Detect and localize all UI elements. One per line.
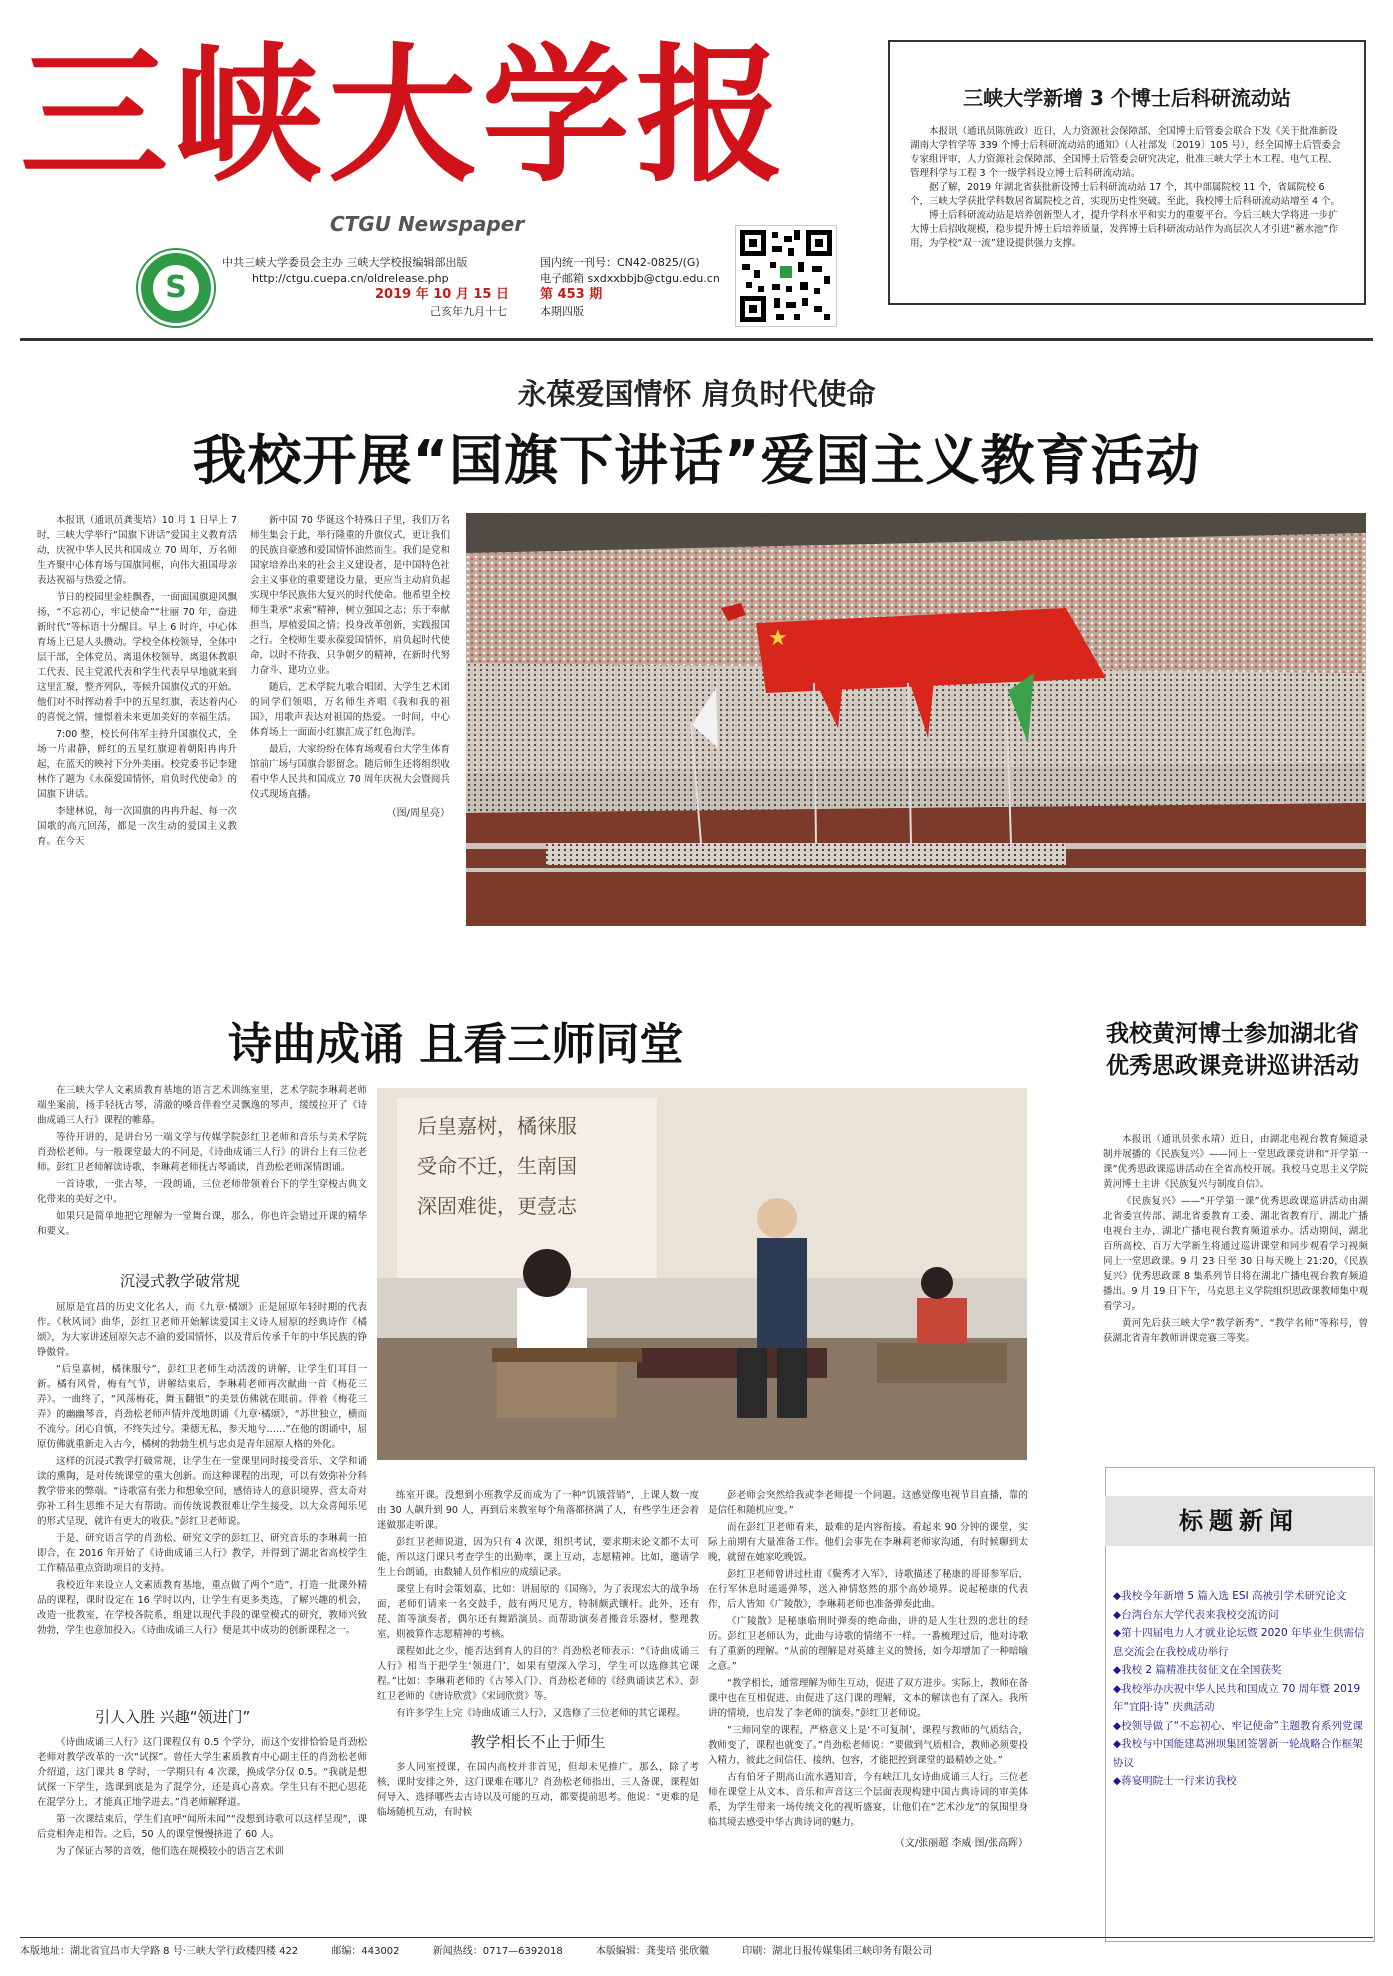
list-item[interactable]: ◆我校与中国能建葛洲坝集团签署新一轮战略合作框架协议 bbox=[1113, 1738, 1363, 1769]
masthead-divider bbox=[20, 338, 1373, 341]
feature-credit: （文/张丽超 李威 图/张高晖） bbox=[894, 1838, 1028, 1849]
list-item[interactable]: ◆我校举办庆祝中华人民共和国成立 70 周年暨 2019 年“宜阳·诗” 庆典活动 bbox=[1113, 1682, 1361, 1713]
list-item[interactable]: ◆台湾台东大学代表来我校交流访问 bbox=[1113, 1608, 1279, 1621]
issue-number: 第 453 期 bbox=[540, 287, 603, 302]
paragraph: 如果只是简单地把它理解为一堂舞台课，那么，你也许会错过开课的精华和要义。 bbox=[37, 1211, 367, 1237]
paragraph: 我校近年来设立人文素质教育基地，重点做了两个“造”，打造一批课外精品的课程，课时设定在 16 学时以内，让学生有更多类选，了解兴趣的机会，改造一批教室，在学校各院系，组建以现代手段的课堂模式的研究，教师兴致勃勃，学生也意加投入。《诗曲成诵三人行》便是其中成功的创新课程之一。 bbox=[37, 1580, 367, 1636]
paragraph: 于是，研究语言学的肖劲松、研究文学的彭红卫、研究音乐的李琳莉一拍即合，在 2016 年开始了《诗曲成诵三人行》教学，并得到了湖北省高校学生工作精品重点资助项目的支持。 bbox=[37, 1533, 367, 1574]
paragraph: 古有伯牙子期高山流水遇知音，今有峡江儿女诗曲成诵三人行。三位老师在课堂上从文本、音乐和声音这三个层面表现构建中国古典诗词的审美体系，为学生带来一场传统文化的视听盛宴，让他们在“艺术沙龙”的氛围里身临其境去感受中华古典诗词的魅力。 bbox=[708, 1772, 1028, 1828]
photo-credit: （图/周星亮） bbox=[386, 808, 450, 819]
feature-section-2 bbox=[37, 1735, 367, 1861]
list-item[interactable]: ◆我校今年新增 5 篇入选 ESI 高被引学术研究论文 bbox=[1113, 1590, 1347, 1602]
paragraph: 屈原是宜昌的历史文化名人，而《九章·橘颂》正是屈原年轻时期的代表作。《秋风词》曲华，彭红卫老师开始解读爱国主义诗人屈原的经典诗作《橘颂》，为大家讲述屈原矢志不渝的爱国情怀，以及背后传承千年的中华民族的铮铮傲骨。 bbox=[37, 1302, 367, 1358]
top-right-article bbox=[888, 40, 1366, 305]
footer bbox=[20, 1942, 1373, 1957]
list-item[interactable]: ◆第十四届电力人才就业论坛暨 2020 年毕业生供需信息交流会在我校成功举行 bbox=[1113, 1627, 1365, 1658]
feature-subheading-2: 引人入胜 兴趣“领进门” bbox=[95, 1708, 251, 1726]
org-line: 中共三峡大学委员会主办 三峡大学校报编辑部出版 bbox=[222, 256, 468, 269]
paragraph: 彭红卫老师曾讲过杜甫《鬓秀才入军》，诗歌描述了秘康的哥哥参军后，在行军休息时遥遥弹琴，送入神情悠然的那个高妙境界。说起秘康的代表作，后人皆知《广陵散》，李琳莉老师也准备弹奏此曲。 bbox=[708, 1569, 1028, 1610]
paragraph: 有许多学生上完《诗曲成诵三人行》，又选修了三位老师的其它课程。 bbox=[396, 1708, 686, 1719]
page-count: 本期四版 bbox=[540, 305, 584, 318]
flag-ceremony-photo bbox=[466, 513, 1366, 926]
paragraph: “后皇嘉树，橘徕服兮”，彭红卫老师生动活泼的讲解，让学生们耳目一新。橘有风骨，梅有气节，讲解结束后，李琳莉老师再次献曲一首《梅花三弄》。一曲终了，“风荡梅花，舞玉翻银”的美景仿佛就在眼前。伴着《梅花三弄》的幽幽琴音，肖劲松老师声情并茂地朗诵《九章·橘颂》，“苏世独立，横而不流兮。闭心自慎，不终失过兮。秉德无私，参天地兮……”在他的朗诵中，屈原仿佛就重新走入古今，橘树的勃勃生机与忠贞是青年屈原人格的外化。 bbox=[37, 1364, 367, 1450]
paragraph: 课堂上有时会策划嘉，比如：讲屈原的《国殇》，为了表现宏大的战争场面，老师们请来一名交鼓手，鼓有两尺见方，特制颇武镶杆。此外，还有琵、笛等演奏者，偶尔还有舞蹈演员。而帮助演奏者搬音乐器材，整理教室，则被算作志愿精神的考核。 bbox=[377, 1584, 699, 1640]
masthead-english: CTGU Newspaper bbox=[330, 212, 525, 236]
paragraph: 据了解，2019 年湖北省获批新设博士后科研流动站 17 个，其中部属院校 11 个，省属院校 6 个，三峡大学获批学科数居省属院校之首，实现历史性突破。至此，我校博士后科研流动站增至 4 个。 bbox=[910, 182, 1341, 207]
svg-text:后皇嘉树，橘徕服: 后皇嘉树，橘徕服 bbox=[417, 1114, 577, 1138]
qr-code-icon bbox=[735, 225, 837, 327]
footer-printer: 印刷：湖北日报传媒集团三峡印务有限公司 bbox=[742, 1946, 933, 1957]
list-item[interactable]: ◆校领导做了“不忘初心、牢记使命”主题教育系列党课 bbox=[1113, 1719, 1363, 1732]
paragraph: 一首诗歌，一张古琴，一段朗诵，三位老师带领着台下的学生穿梭古典文化带来的美好之中。 bbox=[37, 1179, 367, 1205]
paragraph: 7:00 整，校长何伟军主持升国旗仪式，全场一片肃静，鲜红的五星红旗迎着朝阳冉冉升起，在蓝天的映衬下分外美丽。校党委书记李建林作了题为《永葆爱国情怀，肩负时代使命》的国旗下讲话。 bbox=[37, 729, 237, 800]
paragraph: 博士后科研流动站是培养创新型人才，提升学科水平和实力的重要平台。今后三峡大学将进一步扩大博士后招收规模，稳步提升博士后培养质量，发挥博士后科研流动站作为高层次人才引进“蓄水池”作用，为学校“双一流”建设提供强力支撑。 bbox=[910, 210, 1338, 249]
footer-address: 本版地址：湖北省宜昌市大学路 8 号·三峡大学行政楼四楼 422 bbox=[20, 1946, 299, 1957]
feature-subheading-3: 教学相长不止于师生 bbox=[470, 1733, 606, 1751]
issue-date: 2019 年 10 月 15 日 bbox=[375, 287, 509, 302]
side-article-title: 我校黄河博士参加湖北省优秀思政课竞讲巡讲活动 bbox=[1106, 1021, 1359, 1079]
lead-kicker: 永葆爱国情怀 肩负时代使命 bbox=[517, 377, 876, 411]
email[interactable]: 电子邮箱 sxdxxbbjb@ctgu.edu.cn bbox=[540, 272, 720, 285]
classroom-photo bbox=[377, 1088, 1027, 1460]
paragraph: 《诗曲成诵三人行》这门课程仅有 0.5 个学分，而这个安排恰恰是肖劲松老师对教学改革的一次“试探”。曾任大学生素质教育中心副主任的肖劲松老师介绍道，这门课共 8 学时，一学期只有 4 次课，换成学分仅 0.5。“我就是想试探一下学生，选课到底是为了混学分，还是真心喜欢。学生只有不把心思花在混学分上，才能真正地学进去。”肖老师解释道。 bbox=[37, 1737, 367, 1808]
feature-subheading-1: 沉浸式教学破常规 bbox=[120, 1272, 241, 1290]
side-article-body bbox=[1103, 1132, 1368, 1348]
feature-middle-column-1 bbox=[377, 1488, 699, 1822]
paragraph: 彭老师会突然给我或李老师提一个问题。这感觉像电视节目直播，靠的是信任和随机应变。” bbox=[708, 1490, 1028, 1516]
paragraph: 本报讯（通讯员张永靖）近日，由湖北电视台教育频道录制并展播的《民族复兴》——同上一堂思政课竞讲和“开学第一课”优秀思政课巡讲活动在全省高校开展。我校马克思主义学院黄河博士主讲《民族复兴与制度自信》。 bbox=[1103, 1134, 1368, 1190]
paragraph: 随后，艺术学院九歌合唱团、大学生艺术团的同学们领唱，万名师生齐唱《我和我的祖国》，用歌声表达对祖国的热爱。一时间，中心体育场上一面面小红旗汇成了红色海洋。 bbox=[250, 682, 450, 738]
feature-intro bbox=[37, 1083, 367, 1241]
paragraph: 最后，大家纷纷在体育场观看台大学生体育馆前广场与国旗合影留念。随后师生还将组织收看中华人民共和国成立 70 周年庆祝大会暨阅兵仪式现场直播。 bbox=[250, 744, 450, 800]
footer-divider bbox=[20, 1937, 1373, 1938]
svg-text:★: ★ bbox=[768, 626, 788, 651]
school-logo-icon: S bbox=[138, 250, 214, 326]
list-item[interactable]: ◆我校 2 篇精准扶贫征文在全国获奖 bbox=[1113, 1664, 1282, 1676]
paragraph: 新中国 70 华诞这个特殊日子里，我们万名师生集会于此，举行隆重的升旗仪式，更让我们的民族自豪感和爱国情怀油然而生。我们是党和国家培养出来的社会主义建设者，是中国特色社会主义事业的重要建设力量，更应当主动肩负起实现中华民族伟大复兴的时代使命。他希望全校师生秉承“求索”精神，树立强国之志；乐于奉献担当，厚植爱国之情；投身改革创新，实践报国之行。全校师生要永葆爱国情怀，肩负起时代使命，以时不待我、只争朝夕的精神，在新时代努力奋斗、建功立业。 bbox=[250, 515, 450, 676]
feature-headline: 诗曲成诵 且看三师同堂 bbox=[228, 1019, 684, 1070]
feature-section-1 bbox=[37, 1300, 367, 1640]
paragraph: 彭红卫老师说道，因为只有 4 次课，组织考试，要求期末论文都不太可能，所以这门课只考查学生的出勤率，课上互动，志愿精神。比如，邀请学生上台朗诵，由数辅人员作相应的成绩记录。 bbox=[377, 1537, 699, 1578]
url[interactable]: http://ctgu.cuepa.cn/oldrelease.php bbox=[252, 272, 449, 285]
paragraph: 而在彭红卫老师看来，最难的是内容衔接。看起来 90 分钟的课堂，实际上前期有大量准备工作。他们会事先在李琳莉老师家沟通，有时候聊到太晚，就留在她家吃晚饭。 bbox=[708, 1522, 1028, 1563]
paragraph: 练室开课。没想到小班教学反而成为了一种“饥饿营销”，上课人数一度由 30 人飙升到 90 人，再到后来教室每个角落都挤满了人，有些学生还会着迷做那走听课。 bbox=[377, 1490, 699, 1531]
headline-news-list bbox=[1113, 1587, 1365, 1791]
paragraph: 《民族复兴》——“开学第一课”优秀思政课巡讲活动由湖北省委宣传部、湖北省委教育工委、湖北省教育厅、湖北广播电视台主办，湖北广播电视台教育频道承办。活动期间，湖北百所高校、百万大学新生将通过巡讲课堂和同步观看学习视频同上一堂思政课。9 月 23 日至 30 日每天晚上 21:20，《民族复兴》优秀思政课 8 集系列节目将在湖北广播电视台教育频道播出。9 月 19 日下午，马克思主义学院组织思政课教师集中观看学习。 bbox=[1103, 1196, 1368, 1312]
paragraph: “三师同堂的课程，严格意义上是‘不可复制’，课程与教师的气质结合，教师变了，课程也就变了。”肖劲松老师说：“要做到气质相合，教师必须要投入精力，彼此之间信任、接纳、包容，才能把控到课堂的最精妙之处。” bbox=[708, 1725, 1028, 1766]
paragraph: 在三峡大学人文素质教育基地的语言艺术训练室里，艺术学院李琳莉老师端坐案前，扬手轻抚古琴，清澈的嗓音伴着空灵飘逸的琴声，缓缓拉开了《诗曲成诵三人行》课程的帷幕。 bbox=[37, 1085, 367, 1126]
masthead-title: 三峡大学报 bbox=[20, 28, 790, 202]
paragraph: 多人同室授课，在国内高校并非首见，但却未见推广。那么，除了考核，课时安排之外，这门课难在哪儿？肖劲松老师指出，三人备课，课程如何导入、选择哪些去古诗以及可能的互动，都要提前思考。他说：“更难的是临场随机互动，有时候 bbox=[377, 1762, 699, 1818]
lunar-date: 己亥年九月十七 bbox=[430, 305, 507, 318]
paragraph: 这样的沉浸式教学打破常规，让学生在一堂课里同时接受音乐、文学和诵读的熏陶，是对传统课堂的重大创新。而这种课程的出现，可以有效弥补分科教学带来的弊端。“诗歌富有张力和想象空间，感悟诗人的意识境界、营太奇对弥补工科生思维不足大有帮助。而传统说教很难让学生接受，以大众喜闻乐见的形式呈现，就许有更大的收获。”彭红卫老师说。 bbox=[37, 1456, 367, 1527]
lead-column-2 bbox=[250, 513, 450, 821]
paragraph: 黄河先后获三峡大学“教学新秀”、“教学名师”等称号，曾获湖北省青年教师讲课竞赛三等奖。 bbox=[1103, 1318, 1368, 1344]
paragraph: 节日的校园里金桂飘香，一面面国旗迎风飘扬，“不忘初心，牢记使命”“壮丽 70 年，奋进新时代”等标语十分醒目。早上 6 时许，中心体育场上已是人头攒动。学校全体校领导，全体中层干部，全体党员、离退休校领导、离退休教职工代表、民主党派代表和学生代表早早地就来到这里汇聚，整齐列队，等候升国旗仪式的开始。他们对不时挥动着手中的五星红旗，表达着内心的喜悦之情，憧憬着未来更加美好的幸福生活。 bbox=[37, 592, 237, 723]
svg-text:深固难徙，更壹志: 深固难徙，更壹志 bbox=[417, 1194, 577, 1218]
svg-text:受命不迁，生南国: 受命不迁，生南国 bbox=[417, 1154, 577, 1178]
cn-number: 国内统一刊号：CN42-0825/(G) bbox=[540, 256, 700, 269]
footer-hotline: 新闻热线：0717—6392018 bbox=[432, 1946, 563, 1957]
paragraph: 第一次课结束后，学生们直呼“闻所未闻”“没想到诗歌可以这样呈现”，课后竞相奔走相告。之后，50 人的课堂慢慢挤进了 60 人。 bbox=[37, 1814, 367, 1840]
top-right-title: 三峡大学新增 3 个博士后科研流动站 bbox=[963, 86, 1291, 110]
list-item[interactable]: ◆蒋宴明院士一行来访我校 bbox=[1113, 1775, 1237, 1787]
paragraph: 课程如此之少，能否达到育人的目的？肖劲松老师表示：“《诗曲成诵三人行》相当于把学生‘领进门’，如果有望深入学习，学生可以选修其它课程。”比如：李琳莉老师的《古琴入门》、肖劲松老师的《经典诵读艺术》、彭红卫老师的《唐诗欣赏》《宋词欣赏》等。 bbox=[377, 1646, 699, 1702]
paragraph: 本报讯（通讯员龚斐培）10 月 1 日早上 7 时，三峡大学举行“国旗下讲话”爱国主义教育活动，庆祝中华人民共和国成立 70 周年，万名师生齐聚中心体育场与国旗同框，向伟大祖国母亲表达祝福与热爱之情。 bbox=[37, 515, 237, 586]
paragraph: “教学相长，通常理解为师生互动，促进了双方进步。实际上，教师在备课中也在互相促进，由促进了这门课的理解，文本的解读也有了深入。我所讲的情境，也启发了李老师的演奏。”彭红卫老师说。 bbox=[708, 1678, 1028, 1719]
paragraph: 为了保证古琴的音效，他们选在规模较小的语言艺术训 bbox=[56, 1846, 285, 1857]
footer-editors: 本版编辑：龚斐培 张欣徽 bbox=[595, 1946, 710, 1957]
paragraph: 李建林说，每一次国旗的冉冉升起、每一次国歌的高亢回荡，都是一次生动的爱国主义教育。在今天 bbox=[37, 806, 237, 847]
headline-news-heading: 标题新闻 bbox=[1105, 1496, 1373, 1546]
paragraph: 《广陵散》是秘康临刑时弹奏的绝命曲，讲的是人生壮烈的悲壮的经历。彭红卫老师认为，此曲与诗歌的情绪不一样。一番梳理过后，他对诗歌有了重新的理解。“从前的理解是对英雄主义的赞扬，如今却增加了一种暗喻之意。” bbox=[708, 1616, 1028, 1672]
feature-middle-column-2 bbox=[708, 1488, 1028, 1851]
paragraph: 本报讯（通讯员陈旌政）近日，人力资源社会保障部、全国博士后管委会联合下发《关于批准新设湖南大学哲学等 339 个博士后科研流动站的通知》（人社部发〔2019〕105 号），经全国博士后管委会专家组评审，人力资源社会保障部、全国博士后管委会研究决定，批准三峡大学土木工程、电气工程、管理科学与工程 3 个一级学科设立博士后科研流动站。 bbox=[910, 126, 1341, 179]
lead-column-1 bbox=[37, 513, 237, 851]
paragraph: 等待开讲的，是讲台另一端文学与传媒学院彭红卫老师和音乐与美术学院肖劲松老师。与一般课堂最大的不同是，《诗曲成诵三人行》的讲台上有三位老师。彭红卫老师解读诗歌，李琳莉老师抚古琴诵读，肖劲松老师深情朗诵。 bbox=[37, 1132, 367, 1173]
lead-headline: 我校开展“国旗下讲话”爱国主义教育活动 bbox=[192, 429, 1201, 492]
footer-postcode: 邮编：443002 bbox=[331, 1946, 400, 1957]
